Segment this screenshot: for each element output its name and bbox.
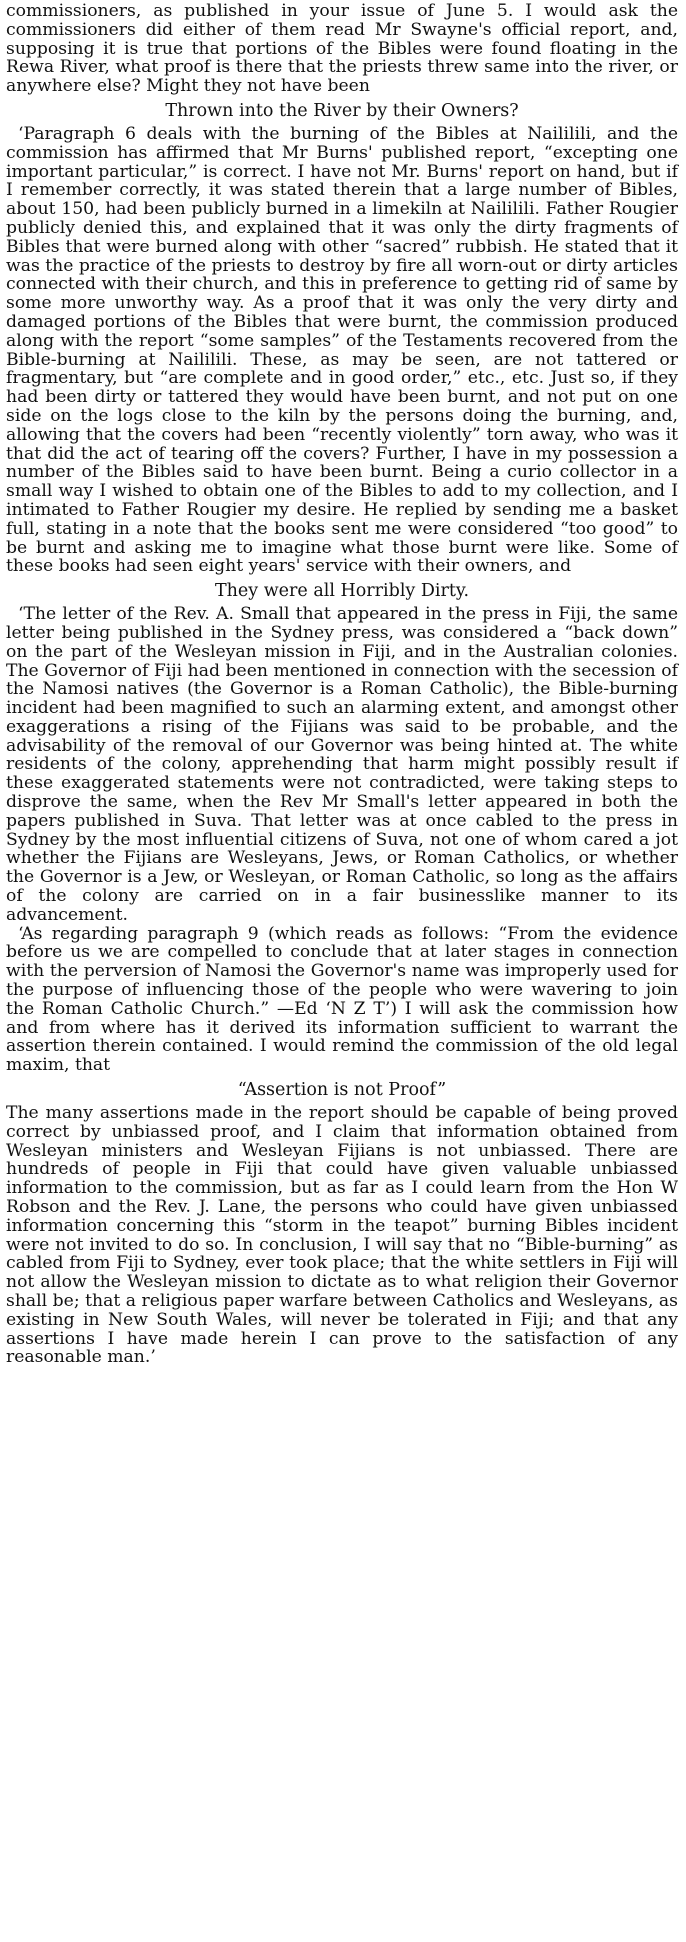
paragraph-rev-small-letter: ‘The letter of the Rev. A. Small that appeared in the press in Fiji, the same letter being published in the Sydney press, was considered a “back down” on the part of the Wesleyan mission in Fiji, and in the Australian colonies. The Governor of Fiji had been mentioned in connection with the secession of the Namosi natives (the Governor is a Roman Catholic), the Bible-burning incident had been magnified to such an alarming extent, and amongst other exaggerations a rising of the Fijians was said to be probable, and the advisability of the removal of our Governor was being hinted at. The white residents of the colony, apprehending that harm might possibly result if these exaggerated statements were not contradicted, were taking steps to disprove the same, when the Rev Mr Small's letter appeared in both the papers published in Suva. That letter was at once cabled to the press in Sydney by the most influential citizens of Suva, not one of whom cared a jot whether the Fijians are Wesleyans, Jews, or Roman Catholics, or whether the Governor is a Jew, or Wesleyan, or Roman Catholic, so long as the affairs of the colony are carried on in a fair businesslike manner to its advancement. <box>6 604 678 925</box>
paragraph-bible-burning: ‘Paragraph 6 deals with the burning of the Bibles at Naililili, and the commission has affirmed that Mr Burns' published report, “excepting one important particular,” is correct. I have not Mr. Burns' report on hand, but if I remember correctly, it was stated therein that a large number of Bibles, about 150, had been publicly burned in a limekiln at Naililili. Father Rougier publicly denied this, and explained that it was only the dirty fragments of Bibles that were burned along with other “sacred” rubbish. He stated that it was the practice of the priests to destroy by fire all worn-out or dirty articles connected with their church, and this in preference to getting rid of same by some more unworthy way. As a proof that it was only the very dirty and damaged portions of the Bibles that were burnt, the commission produced along with the report “some samples” of the Testaments recovered from the Bible-burning at Naililili. These, as may be seen, are not tattered or fragmentary, but “are complete and in good order,” etc., etc. Just so, if they had been dirty or tattered they would have been burnt, and not put on one side on the logs close to the kiln by the persons doing the burning, and, allowing that the covers had been “recently violently” torn away, who was it that did the act of tearing off the covers? Further, I have in my possession a number of the Bibles said to have been burnt. Being a curio collector in a small way I wished to obtain one of the Bibles to add to my collection, and I intimated to Father Rougier my desire. He replied by sending me a basket full, stating in a note that the books sent me were considered “too good” to be burnt and asking me to imagine what those burnt were like. Some of these books had seen eight years' service with their owners, and <box>6 123 678 577</box>
subheading-thrown-into-river: Thrown into the River by their Owners? <box>165 100 519 121</box>
paragraph-commissioners: commissioners, as published in your issue of June 5. I would ask the commissioners did either of them read Mr Swayne's official report, and, supposing it is true that portions of the Bibles were found floating in the Rewa River, what proof is there that the priests threw same into the river, or anywhere else? Might they not have been <box>6 1 678 97</box>
subheading-horribly-dirty: They were all Horribly Dirty. <box>214 581 470 602</box>
paragraph-conclusion: The many assertions made in the report should be capable of being proved correct by unbiassed proof, and I claim that information obtained from Wesleyan ministers and Wesleyan Fijians is not unbiassed. There are hundreds of people in Fiji that could have given valuable unbiassed information to the commission, but as far as I could learn from the Hon W Robson and the Rev. J. Lane, the persons who could have given unbiassed information concerning this “storm in the teapot” burning Bibles incident were not invited to do so. In conclusion, I will say that no “Bible-burning” as cabled from Fiji to Sydney, ever took place; that the white settlers in Fiji will not allow the Wesleyan mission to dictate as to what religion their Governor shall be; that a religious paper warfare between Catholics and Wesleyans, as existing in New South Wales, will never be tolerated in Fiji; and that any assertions I have made herein I can prove to the satisfaction of any reasonable man.’ <box>6 1103 678 1368</box>
subheading-assertion-not-proof: “Assertion is not Proof” <box>237 1080 447 1101</box>
paragraph-nine: ‘As regarding paragraph 9 (which reads as follows: “From the evidence before us we are compelled to conclude that at later stages in connection with the perversion of Namosi the Governor's name was improperly used for the purpose of influencing those of the people who were wavering to join the Roman Catholic Church.” —Ed ‘N Z T’) I will ask the commission how and from where has it derived its information sufficient to warrant the assertion therein contained. I would remind the commission of the old legal maxim, that <box>6 923 678 1076</box>
